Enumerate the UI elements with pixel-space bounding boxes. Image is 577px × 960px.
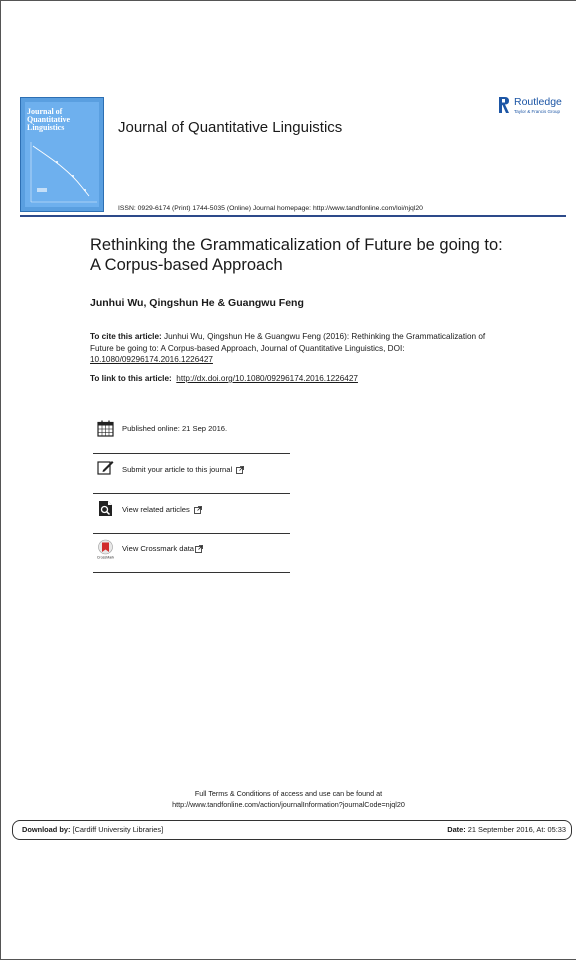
edit-pencil-icon [97, 459, 114, 476]
journal-cover-image [20, 97, 104, 212]
cover-curve-graphic [27, 138, 99, 206]
external-link-icon [236, 466, 244, 474]
date-value: 21 September 2016, At: 05:33 [467, 825, 566, 834]
crossmark-icon-text: CrossMark [97, 555, 114, 559]
external-link-icon [195, 545, 203, 553]
terms-block [0, 789, 577, 810]
crossmark-row[interactable] [93, 533, 290, 573]
routledge-r-icon [498, 96, 510, 114]
submit-article-label: Submit your article to this journal [122, 465, 233, 474]
cite-text: Junhui Wu, Qingshun He & Guangwu Feng (2016): Rethinking the Grammaticalization of Future be going to: A Corpus-based Approach, Journal of Quantitative Linguistics, DOI: [90, 332, 486, 353]
submit-article-link[interactable] [122, 465, 244, 474]
link-label: To link to this article: [90, 374, 172, 383]
download-by [22, 825, 163, 834]
related-articles-row[interactable] [93, 494, 290, 534]
terms-url[interactable]: http://www.tandfonline.com/action/journalInformation?journalCode=njql20 [172, 799, 405, 809]
cite-label: To cite this article: [90, 332, 162, 341]
citation-block [90, 331, 500, 366]
related-articles-label: View related articles [122, 505, 190, 514]
related-articles-link[interactable] [122, 505, 202, 514]
journal-name[interactable]: Journal of Quantitative Linguistics [118, 119, 343, 136]
article-link-line [90, 374, 358, 383]
article-authors: Junhui Wu, Qingshun He & Guangwu Feng [90, 297, 304, 309]
published-online-row [93, 414, 290, 454]
date-label: Date: [447, 825, 466, 834]
download-label: Download by: [22, 825, 71, 834]
terms-line-1: Full Terms & Conditions of access and use can be found at [194, 789, 383, 798]
download-info-bar [12, 820, 572, 840]
doi-link[interactable]: 10.1080/09296174.2016.1226427 [90, 355, 213, 364]
header-divider [20, 215, 566, 217]
publisher-subtitle: Taylor & Francis Group [514, 109, 561, 114]
submit-article-row[interactable] [93, 454, 290, 494]
cover-title: Journal of Quantitative Linguistics [27, 107, 71, 132]
publisher-name: Routledge [514, 96, 562, 108]
crossmark-icon [97, 539, 114, 559]
crossmark-label: View Crossmark data [122, 544, 195, 553]
crossmark-link[interactable] [122, 544, 203, 553]
calendar-icon [97, 420, 114, 437]
download-value: [Cardiff University Libraries] [72, 825, 164, 834]
download-date [447, 825, 566, 834]
article-title: Rethinking the Grammaticalization of Future be going to: A Corpus-based Approach [90, 236, 503, 274]
document-search-icon [97, 500, 114, 517]
issn-line: ISSN: 0929-6174 (Print) 1744-5035 (Online) Journal homepage: http://www.tandfonline.com/loi/njql20 [118, 205, 423, 212]
published-date-text: Published online: 21 Sep 2016. [122, 424, 228, 433]
article-url-link[interactable]: http://dx.doi.org/10.1080/09296174.2016.1226427 [176, 374, 358, 383]
external-link-icon [194, 506, 202, 514]
